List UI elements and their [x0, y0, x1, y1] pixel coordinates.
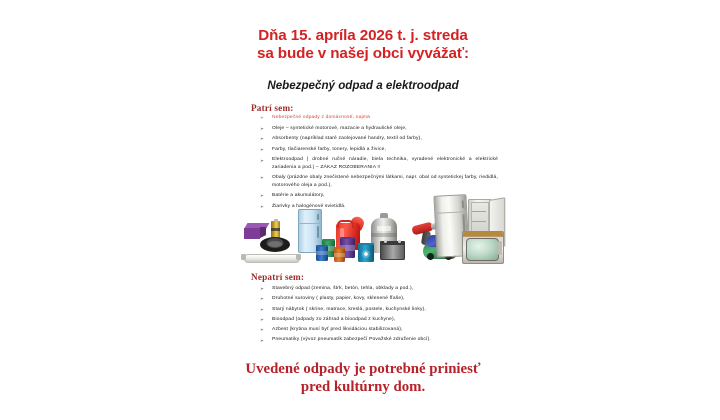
excluded-items-list	[260, 285, 498, 347]
fluorescent-tube-icon	[240, 253, 302, 262]
list-item: ➢ Oleje – syntetické motorové, mazacie a hydraulické oleje,	[260, 125, 498, 132]
battery-cell-icon	[271, 219, 280, 238]
poster-header	[222, 27, 504, 63]
list-item: ➢ Obaly (prázdne obaly znečistené nebezpečnými látkami, napr. obal od syntetickej farby, riedidlá, motorového oleja a pod.),	[260, 174, 498, 189]
car-battery-icon	[380, 241, 405, 260]
list-item: ➢ Elektroodpad ( drobné ručné náradie, biela technika, vyradené elektronické a elektrické zariadenia a pod.) – ZÁKAZ ROZOBERANIA !!	[260, 156, 498, 171]
list-item: ➢ Batérie a akumulátory,	[260, 192, 498, 199]
list-item: ➢ Nebezpečné odpady z domácností, najmä	[260, 114, 498, 121]
waste-type-subtitle: Nebezpečný odpad a elektroodpad	[267, 79, 459, 92]
list-item: ➢ Žiarivky a halogénové svietidlá.	[260, 203, 498, 210]
list-item: ➢ Druhotné suroviny ( plasty, papier, kovy, sklenené fľaše),	[260, 295, 498, 302]
list-item: ➢ Starý nábytok ( skrine, matrace, kreslá, postele, kuchynské linky),	[260, 306, 498, 313]
list-item: ➢ Bioodpad (odpady zo záhrad a bioodpad z kuchyne),	[260, 316, 498, 323]
blue-paint-can-icon	[316, 245, 328, 261]
poster-sheet	[222, 0, 504, 420]
footer-instruction-line-2: pred kultúrny dom.	[300, 378, 426, 395]
list-item: ➢ Azbest (krytina musí byť pred likvidáciou stabilizovaná),	[260, 326, 498, 333]
list-item: ➢ Stavebný odpad (zemina, štrk, betón, tehla, obklady a pod.),	[260, 285, 498, 292]
excluded-section-heading: Nepatrí sem:	[251, 272, 305, 282]
list-item: ➢ Farby, tlačiarenské farby, tonery, lepidlá a živice,	[260, 146, 498, 153]
list-item: ➢ Pneumatiky (vývoz pneumatík zabezpečí Považské združenie obcí).	[260, 336, 498, 343]
orange-paint-can-icon	[334, 247, 345, 262]
announcement-action-line: sa bude v našej obci vyvážať:	[256, 45, 470, 62]
waste-items-illustration	[230, 195, 504, 273]
list-item: ➢ Absorbenty (napríklad staré zaolejované handry, textil od farby),	[260, 135, 498, 142]
footer-instruction-line-1: Uvedené odpady je potrebné priniesť	[245, 361, 481, 377]
poster-footer	[222, 361, 504, 396]
car-tyre-icon	[260, 237, 290, 252]
cyan-chemical-can-icon	[358, 243, 374, 262]
announcement-date-line: Dňa 15. apríla 2026 t. j. streda	[258, 27, 468, 44]
crt-television-icon	[462, 231, 504, 264]
included-section-heading: Patrí sem:	[251, 103, 294, 113]
